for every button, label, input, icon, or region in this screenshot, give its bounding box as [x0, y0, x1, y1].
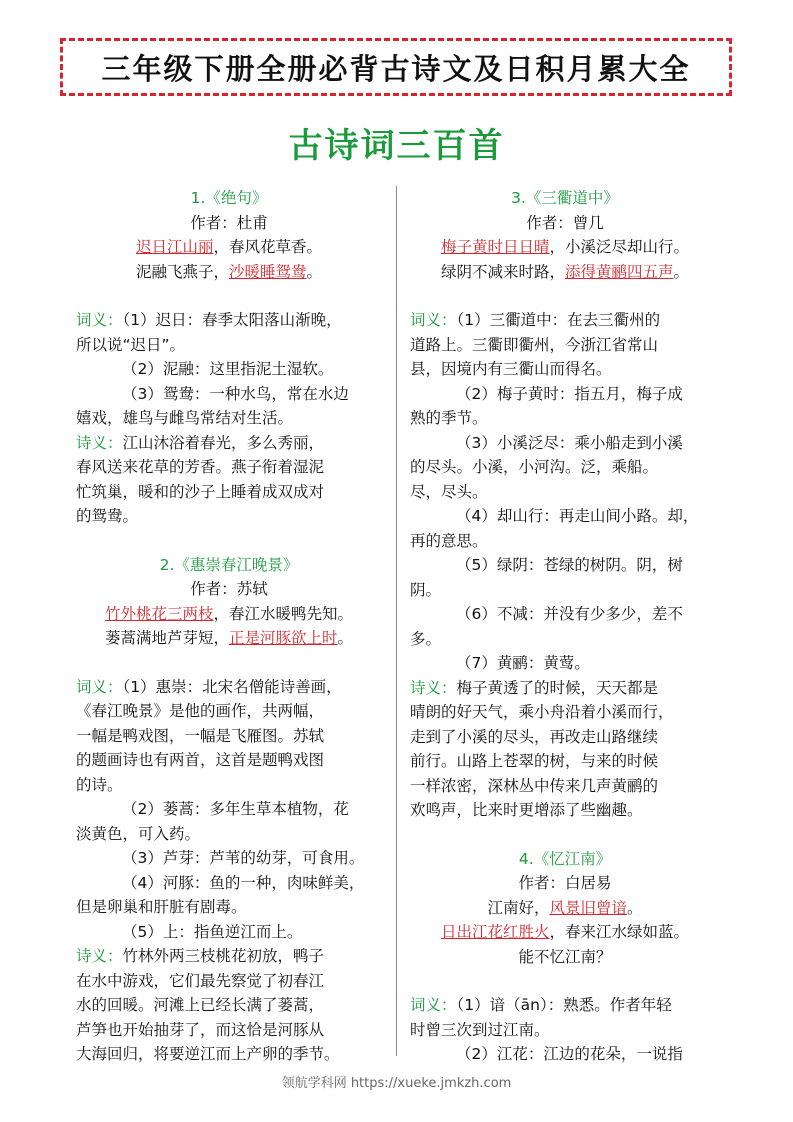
poem-author: 作者：白居易 [518, 874, 612, 892]
shiyi-line: 诗义：江山沐浴着春光，多么秀丽， [76, 433, 325, 452]
ciyi-label: 词义： [410, 311, 457, 329]
ciyi-line: 的题画诗也有两首，这首是题鸭戏图 [76, 751, 325, 769]
ciyi-line: 阴。 [410, 580, 442, 599]
ciyi-line: （5）绿阴：苍绿的树阴。阴，树 [456, 556, 683, 574]
poem-title: 4.《忆江南》 [518, 849, 612, 868]
shiyi-line: 在水中游戏，它们最先察觉了初春江 [76, 971, 325, 990]
ciyi-line: 词义：（1）惠崇：北宋名僧能诗善画， [76, 677, 342, 696]
shiyi-line: 水的回暖。河滩上已经长满了蒌蒿， [76, 996, 325, 1014]
shiyi-line: 走到了小溪的尽头，再改走山路继续 [410, 727, 659, 746]
verse-text: ，春来江水绿如蓝。 [549, 923, 690, 941]
ciyi-line: 所以说“迟日”。 [76, 335, 186, 354]
poem-verse [410, 235, 720, 260]
verse-highlight: 竹外桃花三两枝 [104, 604, 214, 623]
ciyi-line: （3）鸳鸯：一种水鸟，常在水边 [122, 384, 349, 403]
ciyi-line: （7）黄鹂：黄莺。 [456, 654, 590, 672]
poem-verse [410, 945, 720, 970]
ciyi-line: 的尽头。小溪，小河沟。泛，乘船。 [410, 458, 659, 476]
ciyi-line: 一幅是鸭戏图，一幅是飞雁图。苏轼 [76, 726, 325, 745]
ciyi-line: 嬉戏，雄鸟与雌鸟常结对生活。 [76, 409, 294, 427]
ciyi-line: （3）小溪泛尽：乘小船走到小溪 [456, 433, 683, 452]
verse-text: 能不忆江南？ [518, 947, 612, 966]
verse-text: 蒌蒿满地芦芽短， [104, 629, 229, 647]
shiyi-label: 诗义： [76, 947, 123, 965]
shiyi-line: 大海回归，将要逆江而上产卵的季节。 [76, 1045, 340, 1063]
shiyi-line: 忙筑巢，暖和的沙子上睡着成双成对 [76, 482, 325, 501]
poem-verse [76, 626, 382, 651]
page-title: 古诗词三百首 [288, 126, 505, 166]
page-banner: 三年级下册全册必背古诗文及日积月累大全 [60, 38, 732, 96]
shiyi-line: 一样浓密，深林丛中传来几声黄鹂的 [410, 776, 659, 795]
verse-text: 。 [673, 262, 690, 281]
shiyi-label: 诗义： [410, 678, 457, 697]
verse-text: 。 [627, 898, 643, 917]
verse-highlight: 正是河豚欲上时 [228, 629, 338, 647]
ciyi-line: （4）河豚：鱼的一种，肉味鲜美， [122, 873, 365, 892]
shiyi-line: 诗义：竹林外两三枝桃花初放，鸭子 [76, 947, 325, 965]
poem-title: 2.《惠崇春江晚景》 [159, 555, 299, 574]
verse-highlight: 迟日江山丽 [135, 238, 214, 256]
ciyi-line: 但是卵巢和肝脏有剧毒。 [76, 898, 247, 916]
right-column [410, 186, 720, 1067]
ciyi-line: （3）芦芽：芦苇的幼芽，可食用。 [122, 849, 365, 867]
poem-verse [76, 602, 382, 627]
poem-verse [410, 260, 720, 285]
verse-text: ，春风花草香。 [213, 238, 323, 256]
ciyi-line: 尽，尽头。 [410, 482, 488, 501]
ciyi-label: 词义： [410, 996, 457, 1014]
ciyi-line: 熟的季节。 [410, 409, 488, 427]
poem-author: 作者：苏轼 [190, 580, 268, 598]
verse-highlight: 梅子黄时日日晴 [440, 238, 550, 256]
poem-verse [410, 896, 720, 921]
ciyi-line: 道路上。三衢即衢州，今浙江省常山 [410, 335, 659, 354]
verse-text: 绿阴不减来时路， [440, 262, 565, 281]
poem-author: 作者：曾几 [526, 213, 604, 232]
verse-text: ，春江水暖鸭先知。 [213, 604, 354, 623]
poem-verse [76, 260, 382, 285]
ciyi-line: （6）不减：并没有少多少，差不 [456, 605, 683, 623]
column-divider [396, 186, 397, 1056]
left-column [76, 186, 382, 1067]
ciyi-line: （4）却山行：再走山间小路。却， [456, 507, 699, 525]
ciyi-line: （2）梅子黄时：指五月，梅子成 [456, 384, 683, 403]
shiyi-line: 前行。山路上苍翠的树，与来的时候 [410, 752, 659, 770]
footer-watermark: 领航学科网 https://xueke.jmkzh.com [281, 1076, 512, 1091]
ciyi-line: （2）蒌蒿：多年生草本植物，花 [122, 800, 349, 818]
poem-title: 1.《绝句》 [190, 189, 268, 207]
ciyi-line: （2）泥融：这里指泥土湿软。 [122, 360, 334, 378]
ciyi-line: 时曾三次到过江南。 [410, 1020, 550, 1039]
ciyi-line: （2）江花：江边的花朵，一说指 [456, 1045, 683, 1063]
shiyi-line: 的鸳鸯。 [76, 507, 139, 525]
shiyi-label: 诗义： [76, 433, 123, 452]
shiyi-line: 晴朗的好天气，乘小舟沿着小溪而行， [410, 703, 674, 721]
verse-highlight: 添得黄鹂四五声 [564, 262, 674, 281]
shiyi-line: 芦笋也开始抽芽了，而这恰是河豚从 [76, 1020, 325, 1039]
ciyi-line: 县，因境内有三衢山而得名。 [410, 360, 612, 378]
verse-text: 。 [306, 262, 323, 281]
verse-highlight: 沙暖睡鸳鸯 [228, 262, 307, 281]
shiyi-line: 欢鸣声，比来时更增添了些幽趣。 [410, 801, 643, 819]
shiyi-line: 春风送来花草的芳香。燕子衔着湿泥 [76, 458, 325, 476]
ciyi-line: 的诗。 [76, 775, 123, 794]
ciyi-line: （5）上：指鱼逆江而上。 [122, 922, 303, 941]
verse-text: ，小溪泛尽却山行。 [549, 238, 690, 256]
ciyi-line: 多。 [410, 629, 442, 648]
poem-title: 3.《三衢道中》 [511, 189, 619, 207]
verse-highlight: 风景旧曾谙 [549, 898, 627, 917]
verse-highlight: 日出江花红胜火 [440, 923, 550, 941]
verse-text: 。 [337, 629, 354, 647]
poem-author: 作者：杜甫 [190, 213, 268, 232]
ciyi-label: 词义： [76, 311, 123, 329]
poem-verse [410, 920, 720, 945]
verse-text: 泥融飞燕子， [135, 262, 229, 281]
poem-verse [76, 235, 382, 260]
ciyi-line: 再的意思。 [410, 531, 488, 550]
verse-text: 江南好， [487, 898, 550, 917]
ciyi-line: 词义：（1）谙（ān）：熟悉。作者年轻 [410, 996, 672, 1014]
ciyi-line: 《春江晚景》是他的画作，共两幅， [76, 702, 325, 720]
ciyi-line: 词义：（1）三衢道中：在去三衢州的 [410, 311, 661, 329]
ciyi-label: 词义： [76, 677, 123, 696]
ciyi-line: 词义：（1）迟日：春季太阳落山渐晚， [76, 311, 342, 329]
ciyi-line: 淡黄色，可入药。 [76, 824, 201, 843]
shiyi-line: 诗义：梅子黄透了的时候，天天都是 [410, 678, 659, 697]
